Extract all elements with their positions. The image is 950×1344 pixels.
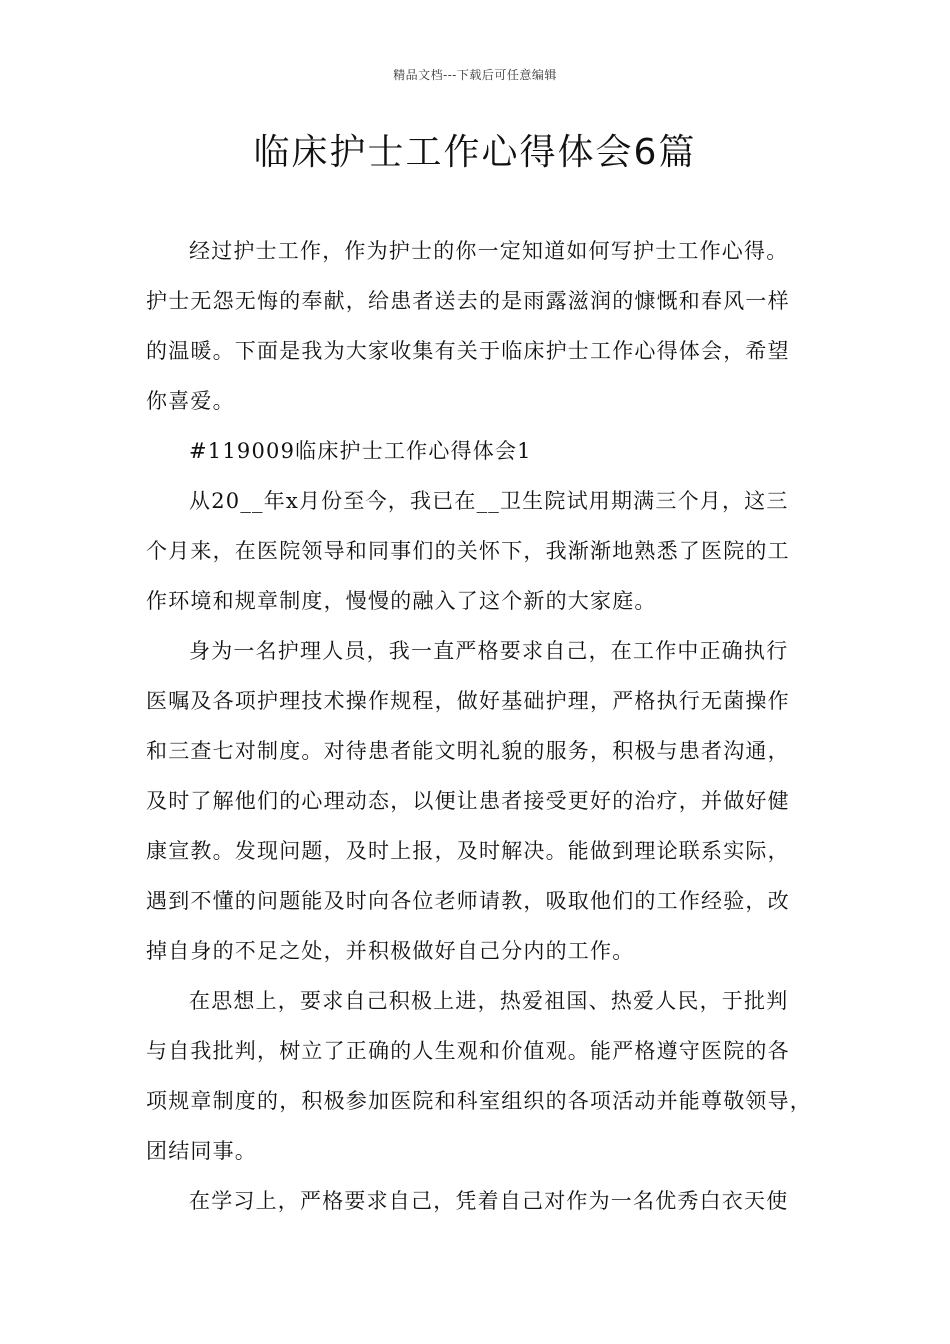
section-heading: #119009临床护士工作心得体会1 — [189, 439, 532, 463]
text-line: 护士无怨无悔的奉献，给患者送去的是雨露滋润的慷慨和春风一样 — [146, 289, 790, 313]
text-line: 经过护士工作，作为护士的你一定知道如何写护士工作心得。 — [189, 239, 789, 263]
text-line: 个月来，在医院领导和同事们的关怀下，我渐渐地熟悉了医院的工 — [146, 539, 790, 563]
text-line: 的温暖。下面是我为大家收集有关于临床护士工作心得体会，希望 — [146, 339, 790, 363]
text-line: 从20__年x月份至今，我已在__卫生院试用期满三个月，这三 — [189, 489, 789, 513]
text-line: 作环境和规章制度，慢慢的融入了这个新的大家庭。 — [146, 589, 657, 613]
text-line: 及时了解他们的心理动态，以便让患者接受更好的治疗，并做好健 — [146, 789, 790, 813]
text-line: 团结同事。 — [146, 1139, 257, 1163]
document-title: 临床护士工作心得体会6篇 — [253, 132, 697, 173]
text-line: 与自我批判，树立了正确的人生观和价值观。能严格遵守医院的各 — [146, 1039, 790, 1063]
text-line: 和三查七对制度。对待患者能文明礼貌的服务，积极与患者沟通， — [146, 739, 790, 763]
text-line: 掉自身的不足之处，并积极做好自己分内的工作。 — [146, 939, 635, 963]
text-line: 项规章制度的，积极参加医院和科室组织的各项活动并能尊敬领导， — [146, 1089, 812, 1113]
text-line: 在学习上，严格要求自己，凭着自己对作为一名优秀白衣天使 — [189, 1189, 789, 1213]
text-line: 遇到不懂的问题能及时向各位老师请教，吸取他们的工作经验，改 — [146, 889, 790, 913]
text-line: 在思想上，要求自己积极上进，热爱祖国、热爱人民，于批判 — [189, 989, 789, 1013]
text-line: 医嘱及各项护理技术操作规程，做好基础护理，严格执行无菌操作 — [146, 689, 790, 713]
text-line: 康宣教。发现问题，及时上报，及时解决。能做到理论联系实际， — [146, 839, 790, 863]
header-note: 精品文档---下载后可任意编辑 — [393, 68, 557, 82]
text-line: 身为一名护理人员，我一直严格要求自己，在工作中正确执行 — [189, 639, 789, 663]
text-line: 你喜爱。 — [146, 389, 235, 413]
